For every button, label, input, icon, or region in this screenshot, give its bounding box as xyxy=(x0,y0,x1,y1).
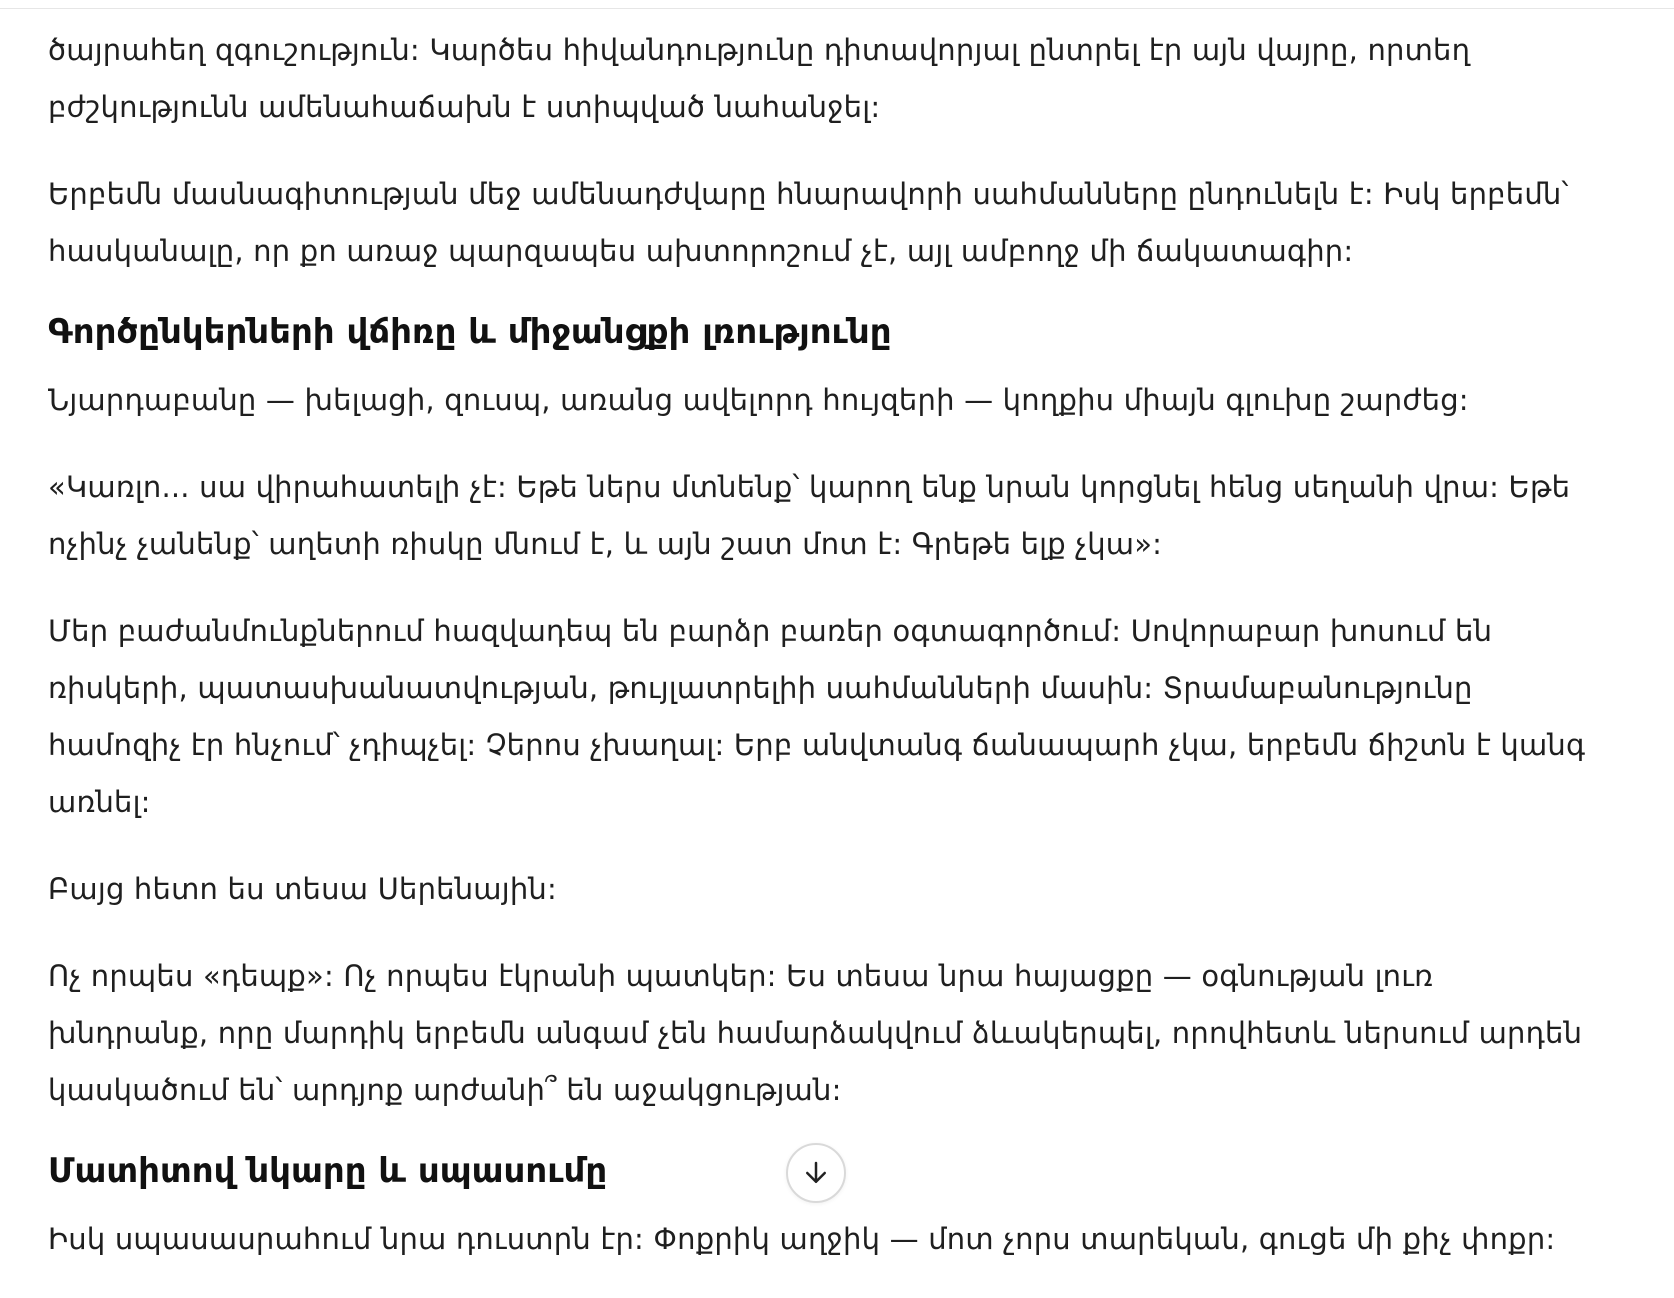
article-paragraph: Իսկ սպասասրահում նրա դուստրն էր: Փոքրիկ աղջիկ — մոտ չորս տարեկան, գուցե մի քիչ փոքր: xyxy=(48,1222,1556,1256)
article-paragraph: Բայց հետո ես տեսա Սերենային: xyxy=(48,872,557,906)
section-heading: Գործընկերների վճիռը և միջանցքի լռությունը xyxy=(48,312,892,352)
arrow-down-icon xyxy=(801,1158,831,1188)
section-heading: Մատիտով նկարը և սպասումը xyxy=(48,1151,608,1191)
top-divider xyxy=(0,8,1674,9)
article-quote: «Կառլո... սա վիրահատելի չէ: Եթե ներս մտնենք՝ կարող ենք նրան կորցնել հենց սեղանի վրա: Եթե ոչինչ չանենք՝ աղետի ռիսկը մնում է, և այն շատ մոտ է: Գրեթե ելք չկա»: xyxy=(48,470,1571,561)
article-paragraph: Նյարդաբանը — խելացի, զուսպ, առանց ավելորդ հույզերի — կողքիս միայն գլուխը շարժեց: xyxy=(48,383,1469,417)
article-paragraph: Ոչ որպես «դեպք»: Ոչ որպես էկրանի պատկեր: Ես տեսա նրա հայացքը — օգնության լուռ խնդրանք, որը մարդիկ երբեմն անգամ չեն համարձակվում ձևակերպել, որովհետև ներսում արդեն կասկածում են՝ արդյոք արժանի՞ են աջակցության: xyxy=(48,959,1583,1107)
article-paragraph: Երբեմն մասնագիտության մեջ ամենադժվարը հնարավորի սահմանները ընդունելն է: Իսկ երբեմն՝ հասկանալը, որ քո առաջ պարզապես ախտորոշում չէ, այլ ամբողջ մի ճակատագիր: xyxy=(48,177,1569,268)
article-paragraph: Մեր բաժանմունքներում հազվադեպ են բարձր բառեր օգտագործում: Սովորաբար խոսում են ռիսկերի, պատասխանատվության, թույլատրելիի սահմանների մասին: Տրամաբանությունը համոզիչ էր հնչում՝ չդիպչել: Չերոս չխաղալ: Երբ անվտանգ ճանապարհ չկա, երբեմն ճիշտն է կանգ առնել: xyxy=(48,614,1586,819)
article-paragraph: ծայրահեղ զգուշություն: Կարծես հիվանդությունը դիտավորյալ ընտրել էր այն վայրը, որտեղ բժշկությունն ամենահաճախն է ստիպված նահանջել: xyxy=(48,33,1471,124)
scroll-to-bottom-button[interactable] xyxy=(786,1143,846,1203)
article-content xyxy=(48,22,1588,1298)
